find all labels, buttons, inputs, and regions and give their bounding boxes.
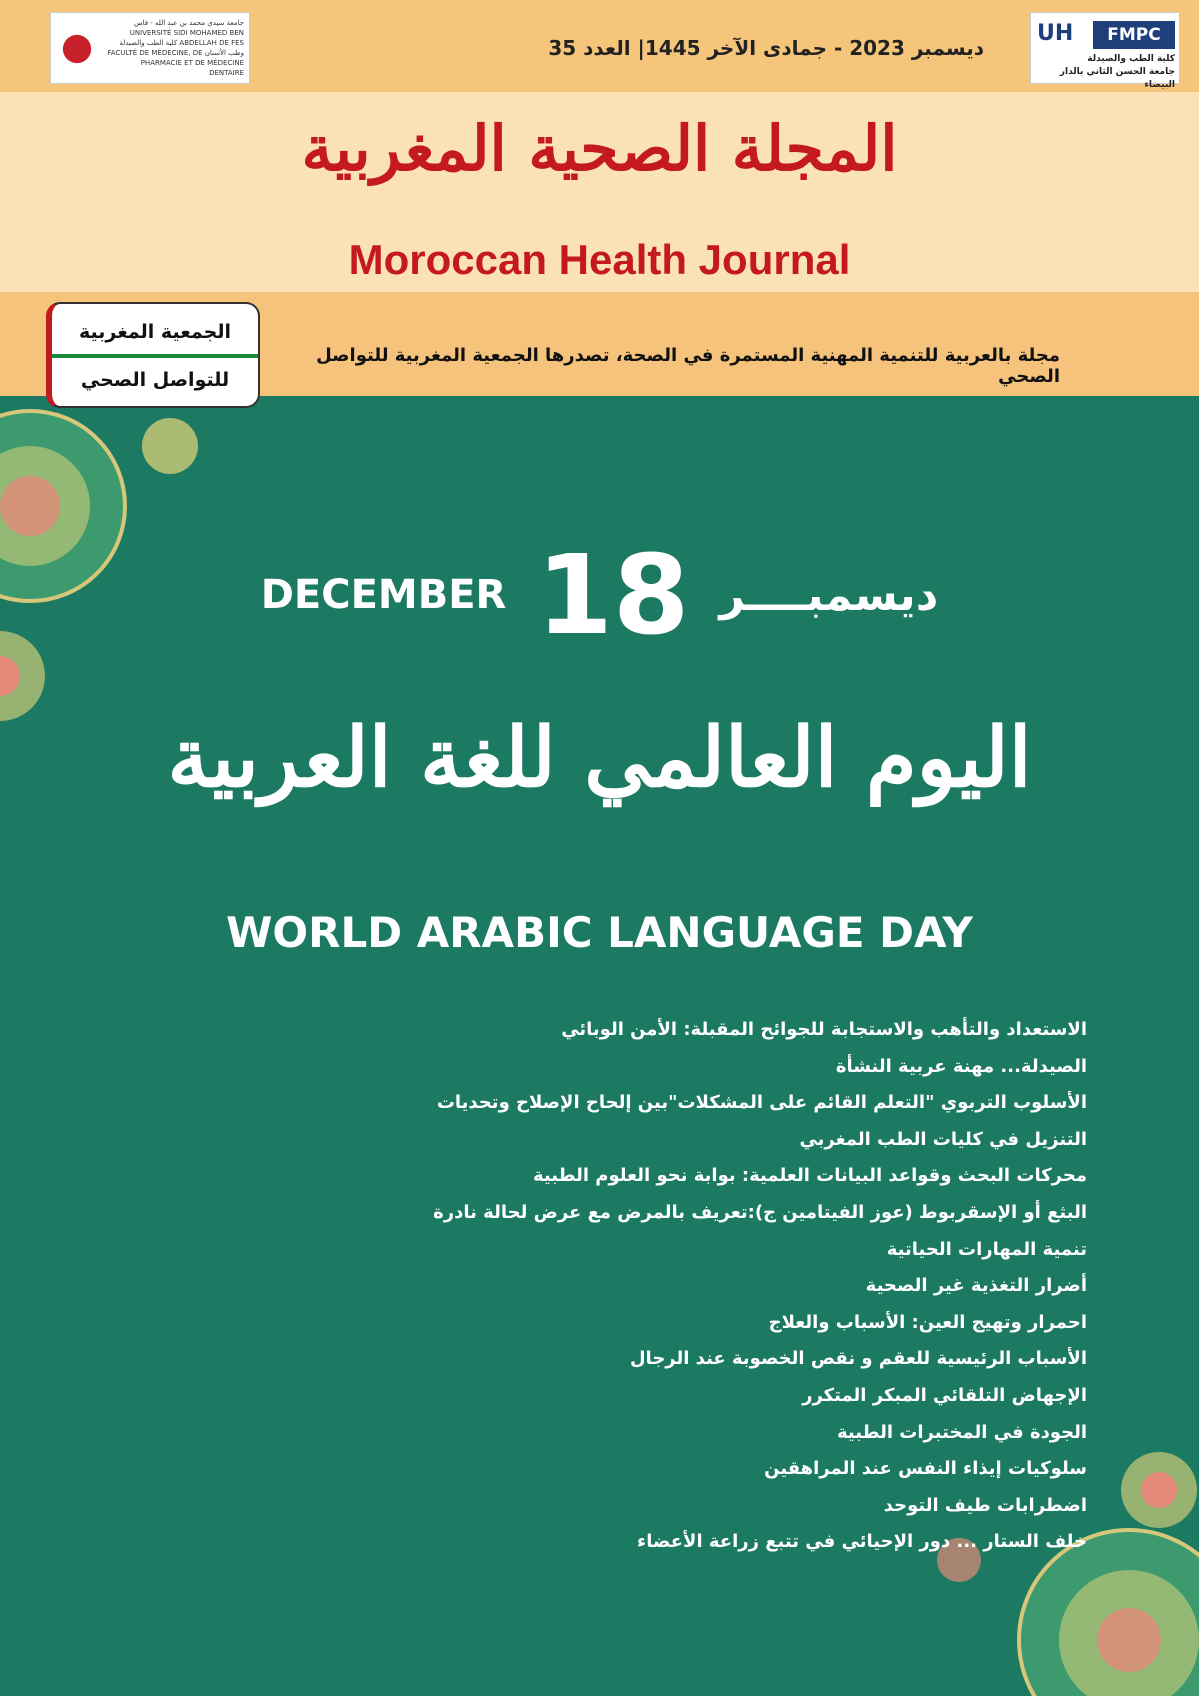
association-line1: الجمعية المغربية <box>78 321 232 343</box>
toc-item: خلف الستار ... دور الإحيائي في تتبع زراعة الأعضاء <box>637 1531 1087 1553</box>
university-logo-text: جامعة سيدي محمد بن عبد الله - فاس UNIVERSITÉ SIDI MOHAMED BEN ABDELLAH DE FES كلية الطب والصيدلة وطب الأسنان FACULTÉ DE MÉDECINE, DE PHARMACIE ET DE MÉDECINE DENTAIRE <box>107 19 244 77</box>
toc-item: سلوكيات إيذاء النفس عند المراهقين <box>764 1458 1087 1480</box>
fmpc-line1: كلية الطب والصيدلة <box>1087 54 1175 64</box>
date-row <box>0 531 1199 659</box>
december-label-ar: ديسمبــــر <box>719 569 939 621</box>
day-number: 18 <box>536 531 690 659</box>
issue-info: ديسمبر 2023 - جمادى الآخر 1445| العدد 35 <box>548 36 984 60</box>
toc-item: الأسلوب التربوي "التعلم القائم على المشكلات"بين إلحاح الإصلاح وتحديات <box>436 1092 1087 1114</box>
arabic-language-day-calligraphy: اليوم العالمي للغة العربية <box>167 710 1032 806</box>
toc-item: الصيدلة... مهنة عربية النشأة <box>835 1055 1087 1077</box>
toc-item: الإجهاض التلقائي المبكر المتكرر <box>802 1384 1087 1406</box>
toc-item: البثع أو الإسقربوط (عوز الفيتامين ج):تعريف بالمرض مع عرض لحالة نادرة <box>433 1201 1087 1223</box>
journal-title-english: Moroccan Health Journal <box>348 236 851 283</box>
toc-item: الاستعداد والتأهب والاستجابة للجوائح المقبلة: الأمن الوبائي <box>561 1019 1087 1040</box>
toc-item: الأسباب الرئيسية للعقم و نقص الخصوبة عند الرجال <box>629 1348 1087 1370</box>
tagline: مجلة بالعربية للتنمية المهنية المستمرة في الصحة، تصدرها الجمعية المغربية للتواصل الصحي <box>316 345 1060 387</box>
uh-mark: UH <box>1037 21 1074 46</box>
toc-item: محركات البحث وقواعد البيانات العلمية: بوابة نحو العلوم الطبية <box>532 1165 1087 1187</box>
university-fes-logo <box>50 12 250 84</box>
toc-item: التنزيل في كليات الطب المغربي <box>799 1128 1087 1150</box>
fmpc-abbr: FMPC <box>1093 21 1175 49</box>
journal-title-arabic: المجلة الصحية المغربية <box>301 112 898 185</box>
toc-item: تنمية المهارات الحياتية <box>886 1238 1087 1260</box>
university-seal-icon <box>57 21 97 77</box>
fmpc-logo <box>1030 12 1180 90</box>
toc-item: الجودة في المختبرات الطبية <box>836 1421 1087 1443</box>
toc-item: أضرار التغذية غير الصحية <box>865 1275 1087 1297</box>
association-line2: للتواصل الصحي <box>52 354 258 402</box>
toc-item: اضطرابات طيف التوحد <box>883 1494 1087 1516</box>
december-label-en: DECEMBER <box>260 572 507 618</box>
table-of-contents <box>187 1012 1087 1561</box>
world-arabic-language-day-title: WORLD ARABIC LANGUAGE DAY <box>226 908 973 957</box>
association-logo <box>46 302 260 408</box>
fmpc-subtitle <box>1035 53 1175 92</box>
toc-item: احمرار وتهيج العين: الأسباب والعلاج <box>768 1311 1087 1333</box>
fmpc-line2: جامعة الحسن الثاني بالدار البيضاء <box>1059 67 1175 90</box>
